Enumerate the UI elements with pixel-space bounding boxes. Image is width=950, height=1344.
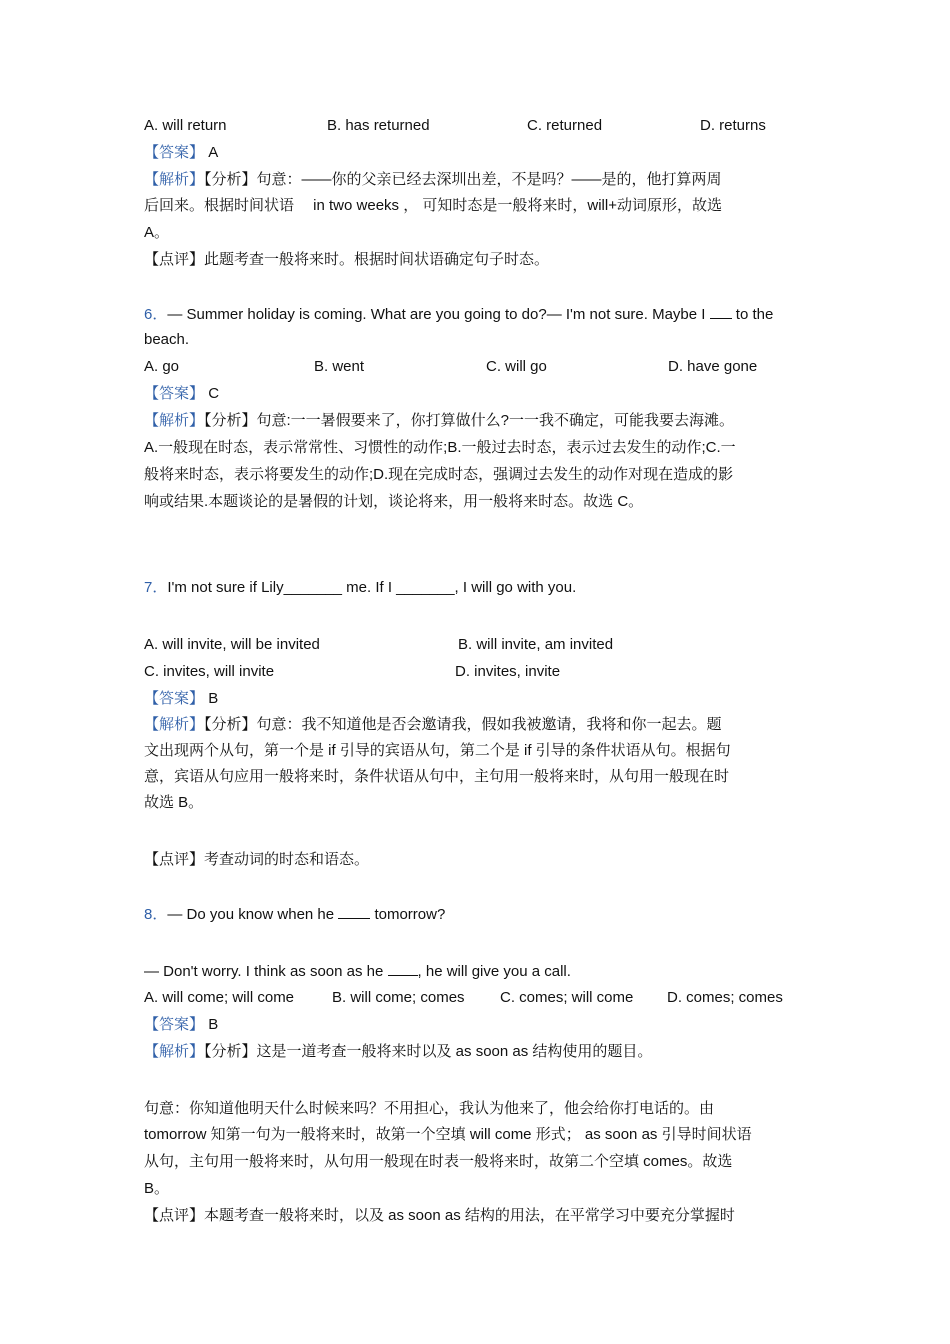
q5-option-a: A. will return — [144, 117, 227, 134]
q6-analysis-line-3: 般将来时态，表示将要发生的动作;D.现在完成时态，强调过去发生的动作对现在造成的影 — [144, 466, 734, 483]
q7-option-b: B. will invite, am invited — [458, 636, 614, 653]
q5-comment: 【点评】此题考查一般将来时。根据时间状语确定句子时态。 — [144, 251, 550, 268]
q7-stem-text: I'm not sure if Lily_______ me. If I _______, I will go with you. — [167, 579, 577, 596]
q7-stem — [144, 578, 576, 598]
analysis-text: 【分析】句意：我不知道他是否会邀请我，假如我被邀请，我将和你一起去。题 — [204, 716, 722, 733]
answer-value: A — [208, 144, 219, 161]
answer-tag: 【答案】 — [144, 690, 205, 707]
q7-analysis-line-4: 故选 B。 — [144, 794, 204, 811]
analysis-text: 【分析】句意:一一暑假要来了，你打算做什么?一一我不确定，可能我要去海滩。 — [204, 412, 735, 429]
answer-tag: 【答案】 — [144, 144, 205, 161]
q8-line2-text-b: , he will give you a call. — [417, 963, 571, 980]
q6-answer — [144, 384, 219, 404]
analysis-tag: 【解析】 — [144, 1043, 205, 1060]
answer-value: B — [208, 1016, 219, 1033]
q6-analysis-line-4: 响或结果.本题谈论的是暑假的计划，谈论将来，用一般将来时态。故选 C。 — [144, 493, 644, 510]
q5-analysis-line-1 — [144, 170, 722, 190]
q8-stem-line-1 — [144, 904, 445, 925]
q8-stem-line-2 — [144, 961, 571, 982]
q6-stem-text-a: — Summer holiday is coming. What are you going to do?— I'm not sure. Maybe I — [167, 306, 710, 323]
q8-option-a: A. will come; will come — [144, 989, 295, 1006]
analysis-tag: 【解析】 — [144, 171, 205, 188]
q8-comment: 【点评】本题考查一般将来时，以及 as soon as 结构的用法，在平常学习中要充分掌握时 — [144, 1207, 735, 1224]
q8-meaning-line-2: tomorrow 知第一句为一般将来时，故第一个空填 will come 形式； as soon as 引导时间状语 — [144, 1126, 752, 1143]
q6-option-b: B. went — [314, 358, 365, 375]
q8-meaning-line-4: B。 — [144, 1180, 170, 1197]
q6-analysis-line-2: A.一般现在时态，表示常常性、习惯性的动作;B.一般过去时态，表示过去发生的动作;C.一 — [144, 439, 736, 456]
q6-analysis-line-1 — [144, 411, 734, 431]
q5-option-d: D. returns — [700, 117, 766, 134]
q8-option-b: B. will come; comes — [332, 989, 465, 1006]
q6-option-c: C. will go — [486, 358, 547, 375]
q8-number: 8． — [144, 906, 168, 923]
q8-blank-2 — [388, 961, 418, 976]
q6-blank — [710, 304, 732, 319]
q8-stem-text-a: — Do you know when he — [167, 906, 339, 923]
q5-answer — [144, 143, 218, 163]
q8-blank-1 — [338, 904, 370, 919]
analysis-tag: 【解析】 — [144, 412, 205, 429]
q7-option-c: C. invites, will invite — [144, 663, 275, 680]
q6-stem-line-1 — [144, 304, 773, 325]
answer-value: B — [208, 690, 219, 707]
analysis-text: 【分析】这是一道考查一般将来时以及 as soon as 结构使用的题目。 — [204, 1043, 653, 1060]
q7-option-d: D. invites, invite — [455, 663, 561, 680]
answer-tag: 【答案】 — [144, 1016, 205, 1033]
q8-line2-text-a: — Don't worry. I think as soon as he — [144, 963, 388, 980]
q7-analysis-line-1 — [144, 715, 722, 735]
q8-meaning-line-3: 从句，主句用一般将来时，从句用一般现在时表一般将来时，故第二个空填 comes。故选 — [144, 1153, 733, 1170]
analysis-text: 【分析】句意：——你的父亲已经去深圳出差，不是吗？——是的，他打算两周 — [204, 171, 722, 188]
q7-analysis-line-2: 文出现两个从句，第一个是 if 引导的宾语从句，第二个是 if 引导的条件状语从句。根据句 — [144, 742, 731, 759]
q6-option-a: A. go — [144, 358, 180, 375]
q8-answer — [144, 1015, 218, 1035]
analysis-tag: 【解析】 — [144, 716, 205, 733]
answer-tag: 【答案】 — [144, 385, 205, 402]
q6-stem-text-b: to the — [731, 306, 774, 323]
q8-option-c: C. comes; will come — [500, 989, 634, 1006]
q7-option-a: A. will invite, will be invited — [144, 636, 320, 653]
q5-analysis-line-2: 后回来。根据时间状语 in two weeks ， 可知时态是一般将来时，will+动词原形，故选 — [144, 197, 722, 214]
q6-number: 6． — [144, 306, 168, 323]
q7-number: 7． — [144, 579, 168, 596]
q8-meaning-line-1: 句意：你知道他明天什么时候来吗？不用担心，我认为他来了，他会给你打电话的。由 — [144, 1100, 715, 1117]
q5-option-b: B. has returned — [327, 117, 430, 134]
q7-answer — [144, 689, 218, 709]
q6-stem-line-2: beach. — [144, 331, 190, 348]
q5-option-c: C. returned — [527, 117, 603, 134]
q8-option-d: D. comes; comes — [667, 989, 783, 1006]
q6-option-d: D. have gone — [668, 358, 758, 375]
q5-analysis-line-3: A。 — [144, 224, 170, 241]
q8-stem-text-b: tomorrow? — [370, 906, 446, 923]
answer-value: C — [208, 385, 220, 402]
q7-comment: 【点评】考查动词的时态和语态。 — [144, 851, 370, 868]
q7-analysis-line-3: 意，宾语从句应用一般将来时，条件状语从句中，主句用一般将来时，从句用一般现在时 — [144, 768, 730, 785]
q8-analysis — [144, 1042, 652, 1062]
